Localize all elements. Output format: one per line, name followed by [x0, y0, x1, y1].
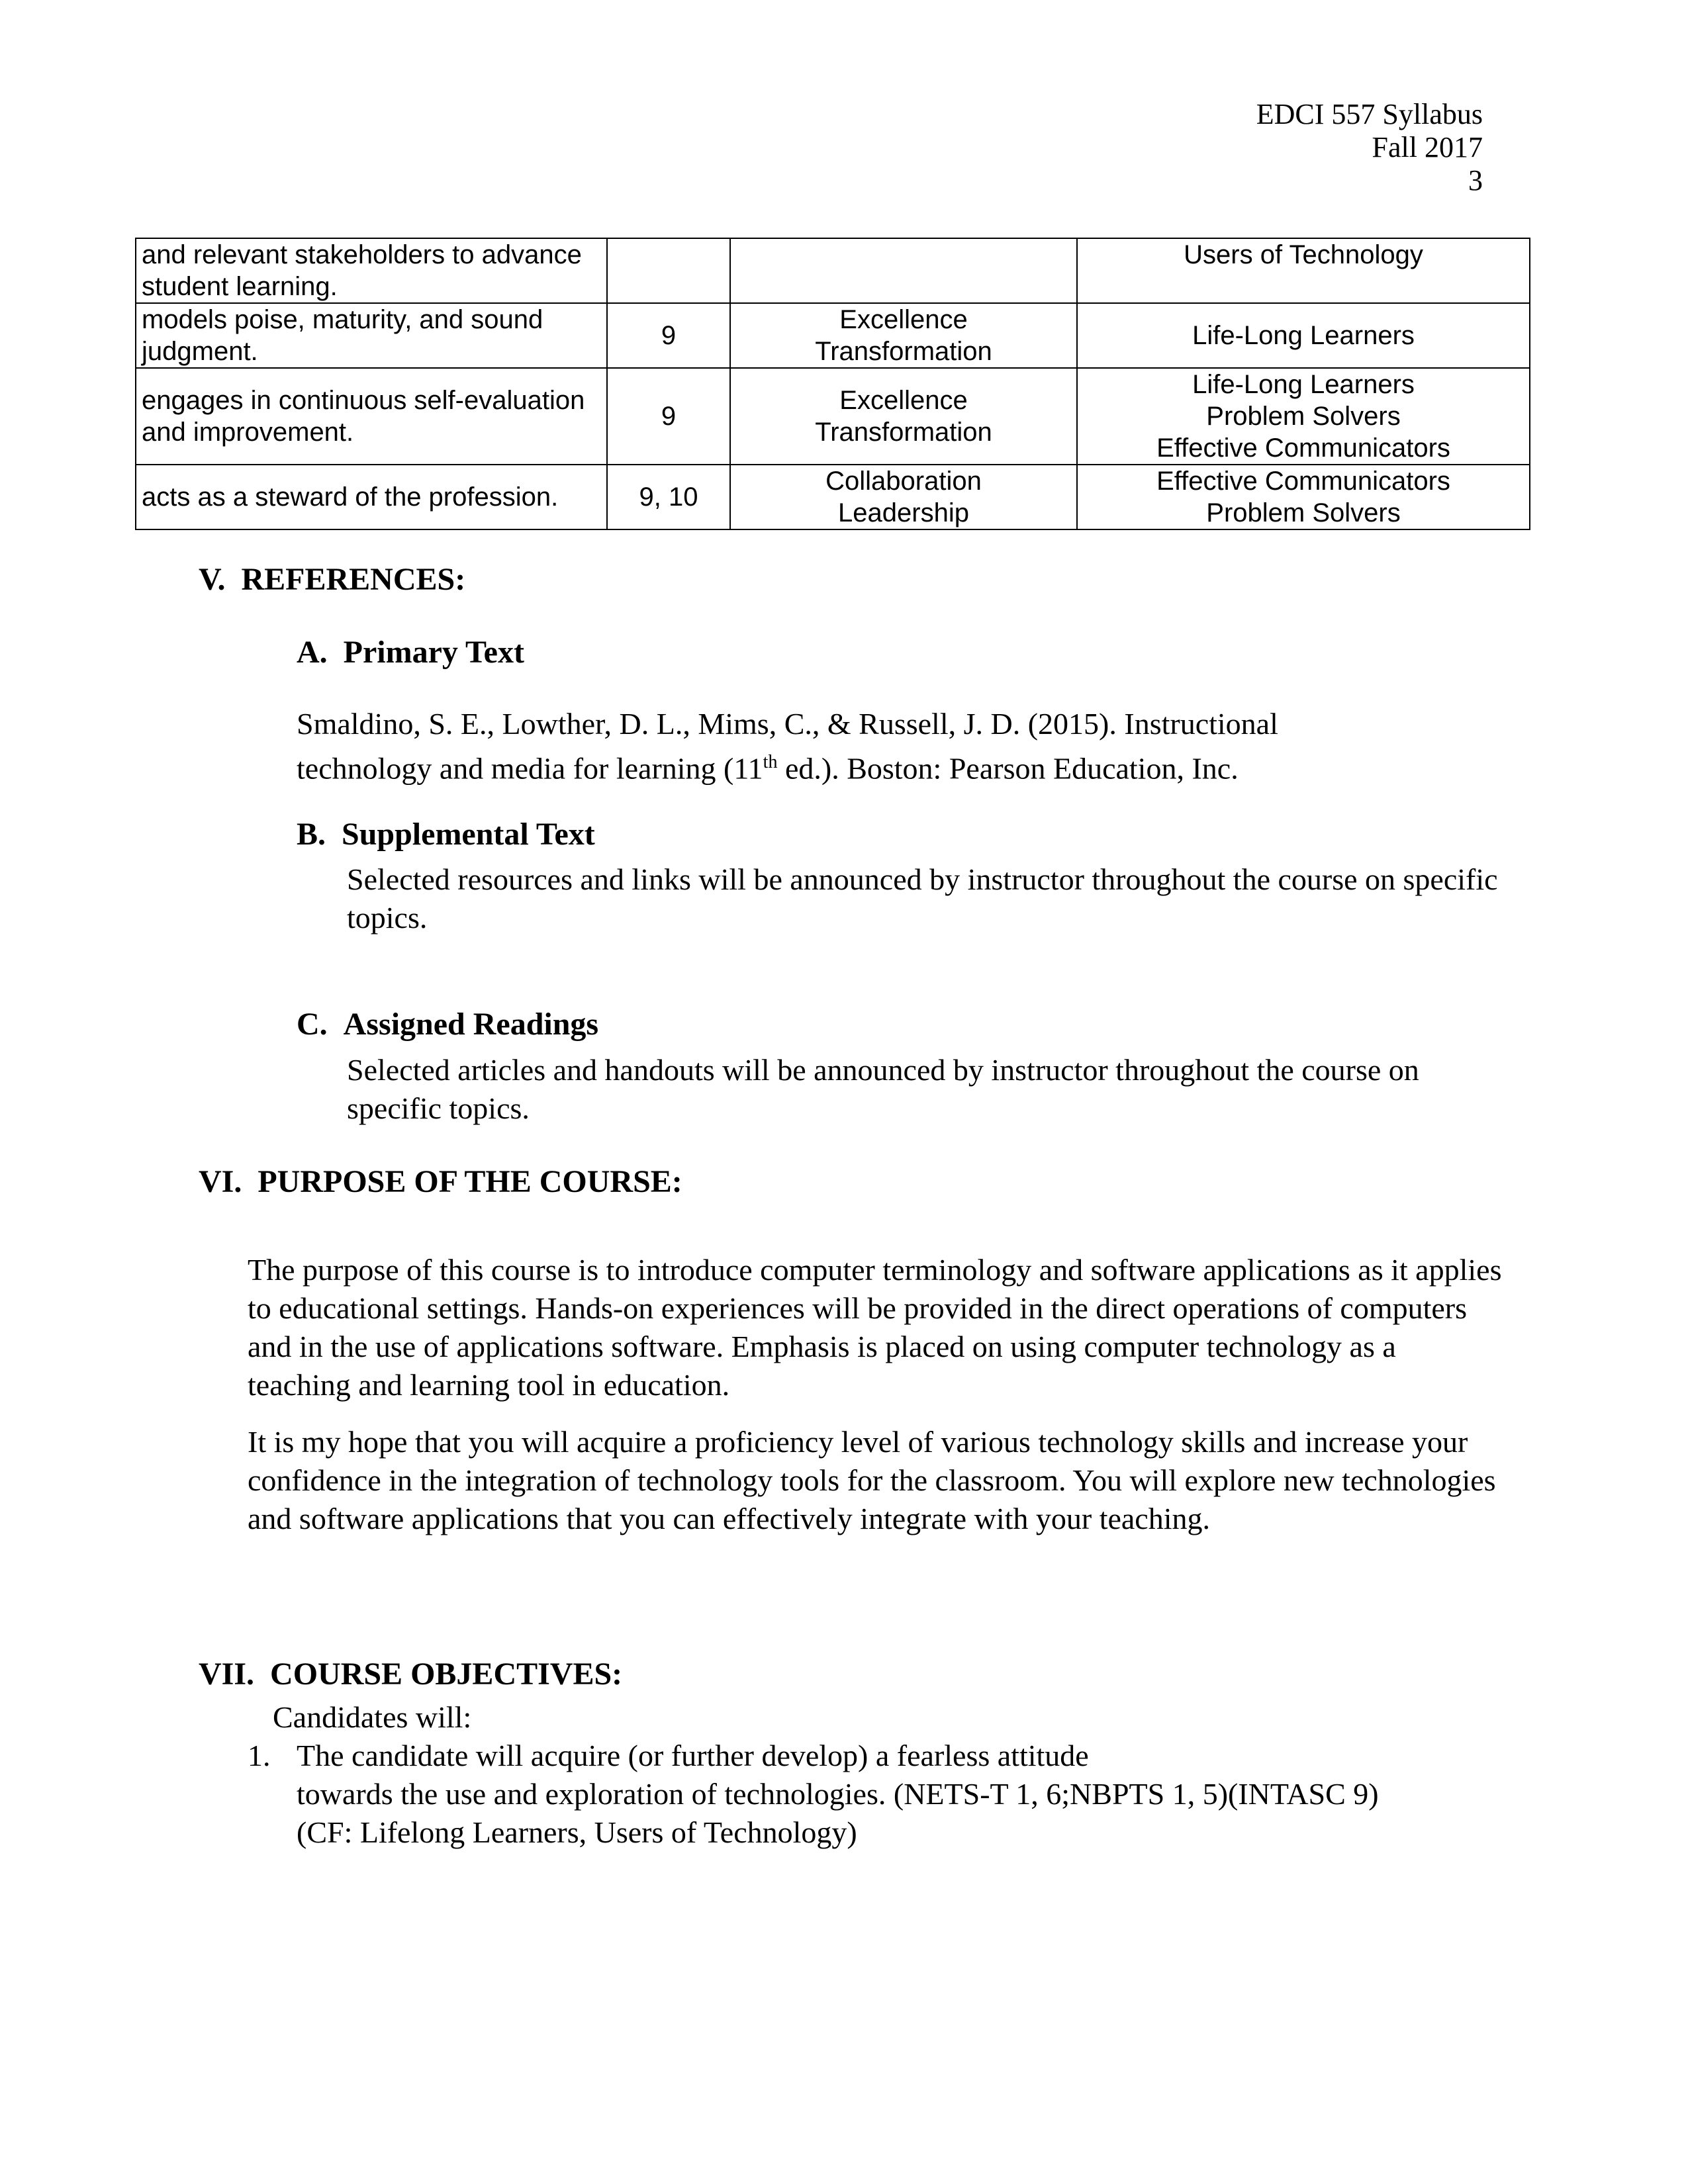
framework-cell — [1077, 368, 1530, 465]
subsection-letter: C. — [297, 1007, 328, 1042]
intasc-cell — [607, 238, 730, 303]
citation-text: technology and media for learning (11 — [297, 751, 763, 786]
framework-item: Effective Communicators — [1156, 467, 1450, 496]
objectives-heading — [199, 1656, 622, 1693]
citation-text: ed.). Boston: Pearson Education, Inc. — [777, 751, 1239, 786]
framework-item: Problem Solvers — [1206, 402, 1401, 431]
purpose-paragraph-2: It is my hope that you will acquire a proficiency level of various technology skills and increase your confidence in the integration of technology tools for the classroom. You will explore new technologies and software applications that you can effectively integrate with your teaching. — [248, 1425, 1496, 1535]
page-number: 3 — [1468, 164, 1483, 197]
section-number: VII. — [199, 1657, 255, 1692]
table-row — [136, 368, 1530, 465]
objectives-intro: Candidates will: — [273, 1700, 472, 1734]
domain-cell — [730, 238, 1077, 303]
section-number: V. — [199, 562, 226, 597]
section-title: PURPOSE OF THE COURSE: — [258, 1164, 682, 1199]
citation-line: Smaldino, S. E., Lowther, D. L., Mims, C., & Russell, J. D. (2015). Instructional — [297, 707, 1278, 741]
intasc-cell: 9 — [607, 368, 730, 465]
framework-item: Life-Long Learners — [1192, 370, 1415, 399]
course-title: EDCI 557 Syllabus — [1256, 98, 1483, 130]
intasc-cell: 9 — [607, 303, 730, 368]
supplemental-text-body: Selected resources and links will be announced by instructor throughout the course on specific topics. — [347, 862, 1498, 934]
assigned-readings-heading — [297, 1006, 598, 1043]
section-title: COURSE OBJECTIVES: — [270, 1657, 623, 1692]
framework-cell — [1077, 238, 1530, 303]
section-title: REFERENCES: — [241, 562, 466, 597]
objective-text: (CF: Lifelong Learners, Users of Technology) — [297, 1815, 857, 1849]
assigned-readings-body: Selected articles and handouts will be announced by instructor throughout the course on specific topics. — [347, 1053, 1419, 1125]
objective-number: 1. — [248, 1739, 271, 1772]
objective-item — [248, 1737, 1519, 1852]
table-row — [136, 465, 1530, 529]
references-heading — [199, 561, 465, 598]
domain-item: Excellence — [839, 305, 968, 334]
primary-text-heading — [297, 634, 524, 671]
standards-table — [135, 238, 1530, 530]
domain-item: Transformation — [815, 418, 992, 447]
framework-item: Life-Long Learners — [1192, 321, 1415, 350]
domain-item: Transformation — [815, 337, 992, 366]
purpose-paragraph-1: The purpose of this course is to introduce computer terminology and software applications as it applies to educational settings. Hands-on experiences will be provided in the direct operations of computers and in the use of applications software. Emphasis is placed on using computer technology as a teaching and learning tool in education. — [248, 1253, 1502, 1402]
purpose-heading — [199, 1163, 682, 1201]
framework-cell — [1077, 303, 1530, 368]
domain-cell — [730, 303, 1077, 368]
section-number: VI. — [199, 1164, 242, 1199]
objective-text: towards the use and exploration of technologies. (NETS-T 1, 6;NBPTS 1, 5)(INTASC 9) — [297, 1777, 1379, 1811]
framework-item: Problem Solvers — [1206, 498, 1401, 527]
domain-cell — [730, 465, 1077, 529]
objective-line — [248, 1737, 1519, 1775]
framework-cell — [1077, 465, 1530, 529]
intasc-cell: 9, 10 — [607, 465, 730, 529]
disposition-cell: acts as a steward of the profession. — [136, 465, 607, 529]
table-row — [136, 303, 1530, 368]
disposition-cell: and relevant stakeholders to advance student learning. — [136, 238, 607, 303]
page-header — [1256, 98, 1483, 197]
citation-line — [297, 743, 1501, 788]
domain-item: Excellence — [839, 386, 968, 415]
domain-item: Collaboration — [825, 467, 982, 496]
objective-text: The candidate will acquire (or further develop) a fearless attitude — [297, 1739, 1089, 1772]
term: Fall 2017 — [1372, 131, 1483, 163]
supplemental-text-heading — [297, 816, 595, 853]
subsection-letter: A. — [297, 635, 328, 670]
table-row — [136, 238, 1530, 303]
framework-item: Effective Communicators — [1156, 433, 1450, 463]
domain-cell — [730, 368, 1077, 465]
subsection-title: Assigned Readings — [343, 1007, 599, 1042]
disposition-cell: engages in continuous self-evaluation and improvement. — [136, 368, 607, 465]
disposition-cell: models poise, maturity, and sound judgment. — [136, 303, 607, 368]
subsection-title: Supplemental Text — [342, 817, 595, 852]
citation-superscript: th — [763, 752, 778, 772]
framework-item: Users of Technology — [1184, 240, 1423, 269]
subsection-letter: B. — [297, 817, 326, 852]
primary-citation — [297, 705, 1501, 788]
domain-item: Leadership — [838, 498, 969, 527]
subsection-title: Primary Text — [343, 635, 524, 670]
